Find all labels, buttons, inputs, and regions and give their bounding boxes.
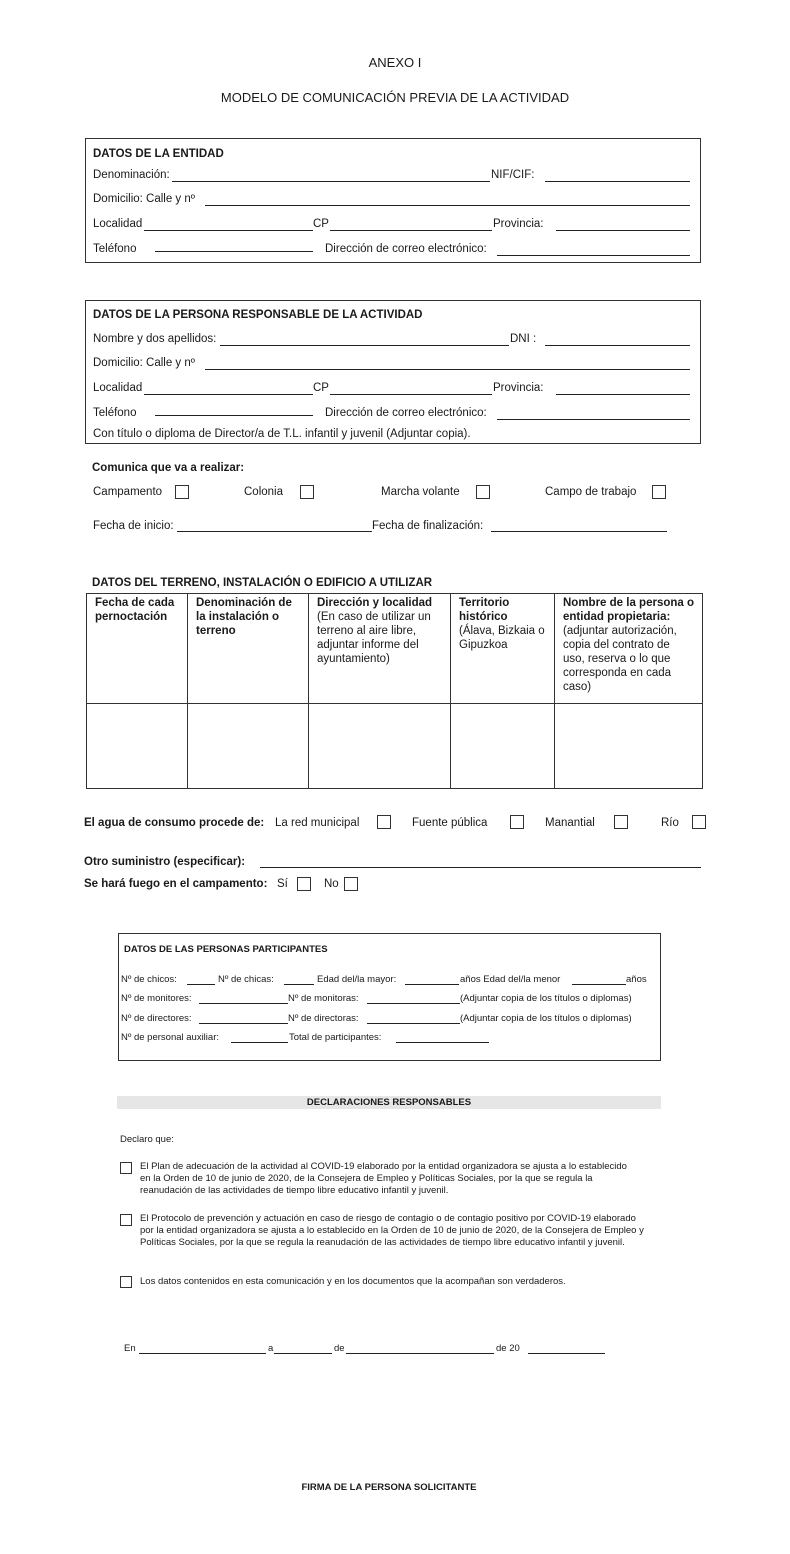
declaracion-1-checkbox[interactable] bbox=[120, 1162, 132, 1174]
table-cell[interactable] bbox=[87, 704, 188, 789]
red-municipal-checkbox[interactable] bbox=[377, 815, 391, 829]
campamento-checkbox[interactable] bbox=[175, 485, 189, 499]
directores-label: Nº de directores: bbox=[121, 1013, 192, 1024]
suministro-field[interactable] bbox=[260, 867, 701, 868]
declaracion-1-text: El Plan de adecuación de la actividad al COVID-19 elaborado por la entidad organizadora se ajusta a lo establecido en la Orden de 10 de junio de 2020, de la Consejera de Empleo y Políticas Sociales, por la que se regula la reanudación de las actividades de tiempo libre educativo infantil y juvenil. bbox=[140, 1161, 627, 1196]
option-colonia-label: Colonia bbox=[244, 486, 283, 498]
resp-cp-field[interactable] bbox=[330, 394, 492, 395]
resp-domicilio-field[interactable] bbox=[205, 369, 690, 370]
fuego-si-checkbox[interactable] bbox=[297, 877, 311, 891]
email-label: Dirección de correo electrónico: bbox=[325, 243, 487, 255]
en-label: En bbox=[124, 1343, 136, 1354]
declaracion-3-checkbox[interactable] bbox=[120, 1276, 132, 1288]
fecha-fin-label: Fecha de finalización: bbox=[372, 520, 484, 532]
table-cell[interactable] bbox=[451, 704, 555, 789]
page-title: MODELO DE COMUNICACIÓN PREVIA DE LA ACTIVIDAD bbox=[220, 90, 570, 105]
resp-domicilio-label: Domicilio: Calle y nº bbox=[93, 357, 195, 369]
declaro-label: Declaro que: bbox=[120, 1134, 174, 1145]
chicas-field[interactable] bbox=[284, 984, 314, 985]
chicos-label: Nº de chicos: bbox=[121, 974, 177, 985]
agua-rio-label: Río bbox=[661, 817, 679, 829]
agua-fuente-label: Fuente pública bbox=[412, 817, 488, 829]
col-fecha-header: Fecha de cada pernoctación bbox=[87, 594, 188, 704]
fuego-no-label: No bbox=[324, 878, 339, 890]
col-territorio-header: Territorio histórico (Álava, Bizkaia o Gipuzkoa bbox=[451, 594, 555, 704]
resp-provincia-label: Provincia: bbox=[493, 382, 544, 394]
rio-checkbox[interactable] bbox=[692, 815, 706, 829]
declaraciones-heading: DECLARACIONES RESPONSABLES bbox=[306, 1097, 472, 1108]
domicilio-field[interactable] bbox=[205, 205, 690, 206]
edad-menor-field[interactable] bbox=[572, 984, 626, 985]
actividad-heading: Comunica que va a realizar: bbox=[92, 462, 245, 474]
de20-label: de 20 bbox=[496, 1343, 520, 1354]
marcha-volante-checkbox[interactable] bbox=[476, 485, 490, 499]
dni-field[interactable] bbox=[545, 345, 690, 346]
chicos-field[interactable] bbox=[187, 984, 215, 985]
col-denominacion-header: Denominación de la instalación o terreno bbox=[188, 594, 309, 704]
telefono-field[interactable] bbox=[155, 251, 313, 252]
resp-localidad-label: Localidad bbox=[93, 382, 143, 394]
nombre-label: Nombre y dos apellidos: bbox=[93, 333, 217, 345]
ano-field[interactable] bbox=[528, 1353, 605, 1354]
declaracion-2-checkbox[interactable] bbox=[120, 1214, 132, 1226]
dni-label: DNI : bbox=[510, 333, 537, 345]
resp-localidad-field[interactable] bbox=[144, 394, 313, 395]
cp-label: CP bbox=[313, 218, 329, 230]
colonia-checkbox[interactable] bbox=[300, 485, 314, 499]
resp-email-label: Dirección de correo electrónico: bbox=[325, 407, 487, 419]
denominacion-label: Denominación: bbox=[93, 169, 170, 181]
domicilio-label: Domicilio: Calle y nº bbox=[93, 193, 195, 205]
adjuntar-directores-note: (Adjuntar copia de los títulos o diplomas) bbox=[460, 1013, 632, 1024]
fuego-label: Se hará fuego en el campamento: bbox=[84, 878, 268, 890]
declaracion-2-text: El Protocolo de prevención y actuación en caso de riesgo de contagio o de contagio positivo por COVID-19 elaborado por la entidad organizadora se ajusta a lo establecido en la Orden de 10 de junio de 2020, de la Consejera de Empleo y Políticas Sociales, por la que se regula la reanudación de las actividades de tiempo libre educativo infantil y juvenil. bbox=[140, 1213, 644, 1248]
telefono-label: Teléfono bbox=[93, 243, 137, 255]
a-label: a bbox=[268, 1343, 274, 1354]
edad-mayor-label: Edad del/la mayor: bbox=[317, 974, 397, 985]
resp-provincia-field[interactable] bbox=[556, 394, 690, 395]
total-field[interactable] bbox=[396, 1042, 489, 1043]
titulo-note: Con título o diploma de Director/a de T.L. infantil y juvenil (Adjuntar copia). bbox=[93, 428, 471, 440]
participantes-heading: DATOS DE LAS PERSONAS PARTICIPANTES bbox=[124, 944, 328, 955]
declaracion-3-text: Los datos contenidos en esta comunicación y en los documentos que la acompañan son verdaderos. bbox=[140, 1276, 566, 1287]
nif-label: NIF/CIF: bbox=[491, 169, 535, 181]
fuente-publica-checkbox[interactable] bbox=[510, 815, 524, 829]
suministro-label: Otro suministro (especificar): bbox=[84, 856, 246, 868]
agua-manantial-label: Manantial bbox=[545, 817, 595, 829]
adjuntar-monitores-note: (Adjuntar copia de los títulos o diplomas) bbox=[460, 993, 632, 1004]
localidad-label: Localidad bbox=[93, 218, 143, 230]
col-direccion-header: Dirección y localidad (En caso de utilizar un terreno al aire libre, adjuntar informe del ayuntamiento) bbox=[309, 594, 451, 704]
provincia-field[interactable] bbox=[556, 230, 690, 231]
monitoras-label: Nº de monitoras: bbox=[288, 993, 359, 1004]
denominacion-field[interactable] bbox=[172, 181, 490, 182]
dia-field[interactable] bbox=[274, 1353, 332, 1354]
terreno-table bbox=[86, 593, 703, 789]
provincia-label: Provincia: bbox=[493, 218, 544, 230]
directoras-label: Nº de directoras: bbox=[288, 1013, 359, 1024]
lugar-field[interactable] bbox=[139, 1353, 266, 1354]
agua-red-label: La red municipal bbox=[275, 817, 360, 829]
resp-email-field[interactable] bbox=[497, 419, 690, 420]
fecha-inicio-field[interactable] bbox=[177, 531, 372, 532]
resp-telefono-field[interactable] bbox=[155, 415, 313, 416]
localidad-field[interactable] bbox=[144, 230, 313, 231]
fuego-no-checkbox[interactable] bbox=[344, 877, 358, 891]
responsable-heading: DATOS DE LA PERSONA RESPONSABLE DE LA ACTIVIDAD bbox=[93, 309, 423, 321]
campo-trabajo-checkbox[interactable] bbox=[652, 485, 666, 499]
terreno-heading: DATOS DEL TERRENO, INSTALACIÓN O EDIFICIO A UTILIZAR bbox=[92, 577, 433, 589]
monitores-field[interactable] bbox=[199, 1003, 288, 1004]
anos-label: años bbox=[626, 974, 647, 985]
col-propietario-header: Nombre de la persona o entidad propietaria: (adjuntar autorización, copia del contrato de uso, reserva o lo que corresponda en cada caso) bbox=[555, 594, 703, 704]
annex-title: ANEXO I bbox=[368, 55, 422, 70]
directoras-field[interactable] bbox=[367, 1023, 460, 1024]
fuego-si-label: Sí bbox=[277, 878, 288, 890]
mes-field[interactable] bbox=[346, 1353, 494, 1354]
nombre-field[interactable] bbox=[220, 345, 509, 346]
fecha-fin-field[interactable] bbox=[491, 531, 667, 532]
entidad-heading: DATOS DE LA ENTIDAD bbox=[93, 148, 224, 160]
firma-label: FIRMA DE LA PERSONA SOLICITANTE bbox=[301, 1482, 477, 1493]
edad-menor-label: años Edad del/la menor bbox=[460, 974, 561, 985]
email-field[interactable] bbox=[497, 255, 690, 256]
agua-label: El agua de consumo procede de: bbox=[84, 817, 265, 829]
auxiliar-field[interactable] bbox=[231, 1042, 288, 1043]
resp-cp-label: CP bbox=[313, 382, 329, 394]
option-marcha-label: Marcha volante bbox=[381, 486, 460, 498]
monitoras-field[interactable] bbox=[367, 1003, 460, 1004]
directores-field[interactable] bbox=[199, 1023, 288, 1024]
resp-telefono-label: Teléfono bbox=[93, 407, 137, 419]
edad-mayor-field[interactable] bbox=[405, 984, 459, 985]
manantial-checkbox[interactable] bbox=[614, 815, 628, 829]
table-cell[interactable] bbox=[188, 704, 309, 789]
auxiliar-label: Nº de personal auxiliar: bbox=[121, 1032, 219, 1043]
nif-field[interactable] bbox=[545, 181, 690, 182]
responsable-section bbox=[85, 300, 701, 444]
table-cell[interactable] bbox=[309, 704, 451, 789]
fecha-inicio-label: Fecha de inicio: bbox=[93, 520, 174, 532]
table-cell[interactable] bbox=[555, 704, 703, 789]
option-campamento-label: Campamento bbox=[93, 486, 163, 498]
cp-field[interactable] bbox=[330, 230, 492, 231]
monitores-label: Nº de monitores: bbox=[121, 993, 192, 1004]
total-label: Total de participantes: bbox=[289, 1032, 382, 1043]
de-label: de bbox=[334, 1343, 345, 1354]
option-campo-label: Campo de trabajo bbox=[545, 486, 637, 498]
chicas-label: Nº de chicas: bbox=[218, 974, 274, 985]
